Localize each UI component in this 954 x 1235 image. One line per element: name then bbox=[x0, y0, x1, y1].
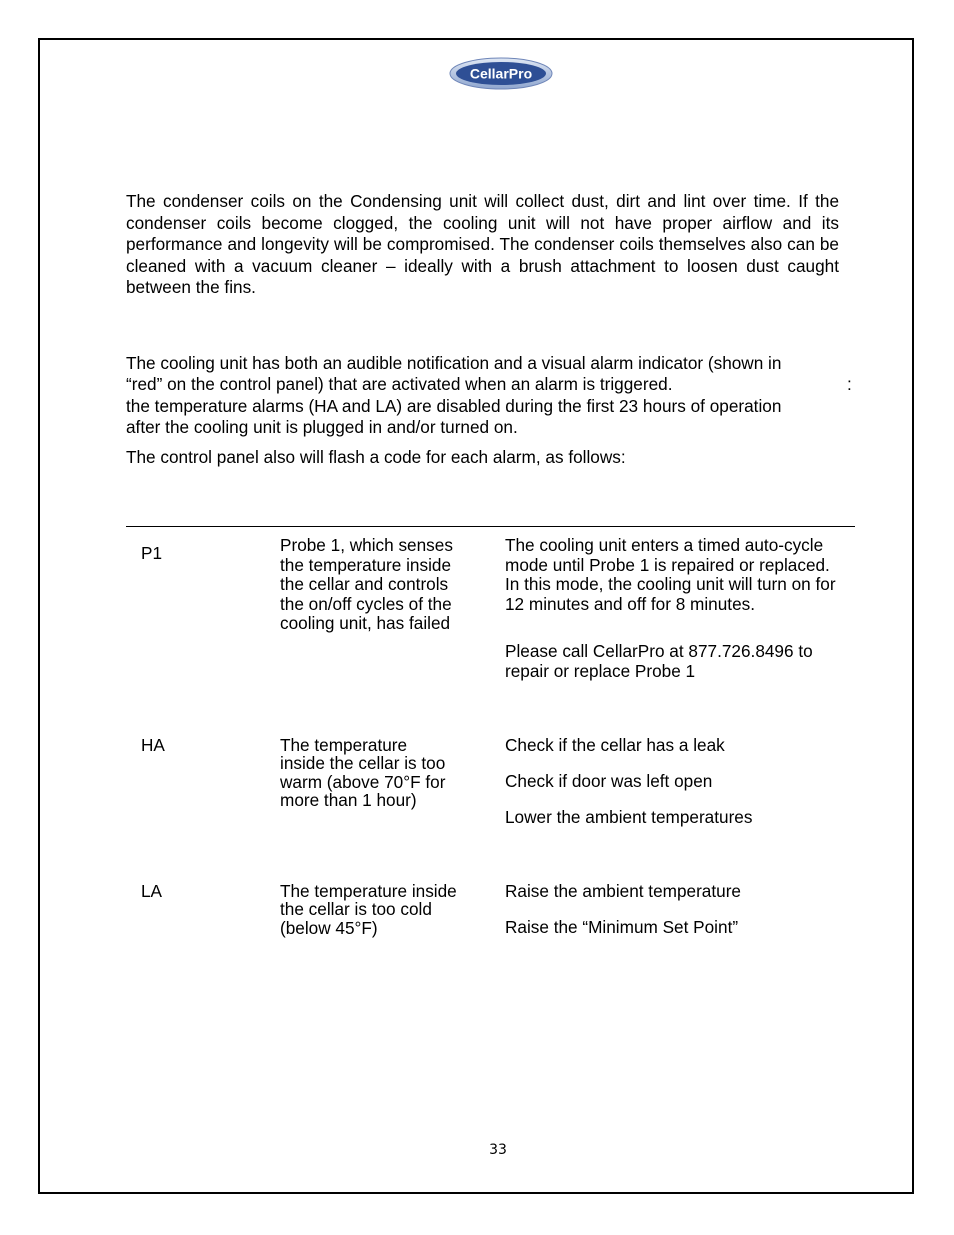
alarm-code: P1 bbox=[141, 543, 163, 563]
alarm-action: Raise the “Minimum Set Point” bbox=[505, 917, 739, 937]
alarm-code: LA bbox=[141, 881, 163, 901]
cellarpro-logo bbox=[449, 57, 553, 90]
alarm-cause: Probe 1, which senses the temperature inside the cellar and controls the on/off cycles of the cooling unit, has failed bbox=[280, 535, 453, 634]
condenser-paragraph: The condenser coils on the Condensing unit will collect dust, dirt and lint over time. If the condenser coils become clogged, the cooling unit will not have proper airflow and its performance and longevity will be compromised. The condenser coils themselves also can be cleaned with a vacuum cleaner – ideally with a brush attachment to loosen dust caught between the fins. bbox=[126, 191, 839, 297]
alarm-paragraph-line-4: after the cooling unit is plugged in and/or turned on. bbox=[126, 417, 518, 437]
alarm-note-colon: : bbox=[847, 374, 852, 394]
alarm-paragraph-line-1: The cooling unit has both an audible notification and a visual alarm indicator (shown in bbox=[126, 353, 782, 373]
alarm-action: Lower the ambient temperatures bbox=[505, 807, 753, 827]
alarm-paragraph-line-2: “red” on the control panel) that are activated when an alarm is triggered. bbox=[126, 374, 673, 394]
alarm-code: HA bbox=[141, 735, 165, 755]
table-rule bbox=[126, 526, 855, 527]
alarm-action: Raise the ambient temperature bbox=[505, 881, 741, 901]
codes-intro: The control panel also will flash a code for each alarm, as follows: bbox=[126, 447, 626, 467]
alarm-action: Please call CellarPro at 877.726.8496 to repair or replace Probe 1 bbox=[505, 641, 813, 681]
alarm-action: Check if door was left open bbox=[505, 771, 713, 791]
alarm-action: The cooling unit enters a timed auto-cycle mode until Probe 1 is repaired or replaced. In this mode, the cooling unit will turn on for 12 minutes and off for 8 minutes. bbox=[505, 535, 836, 614]
alarm-cause: The temperature inside the cellar is too cold (below 45°F) bbox=[280, 881, 457, 938]
alarm-action: Check if the cellar has a leak bbox=[505, 735, 725, 755]
alarm-paragraph-line-3: the temperature alarms (HA and LA) are disabled during the first 23 hours of operation bbox=[126, 396, 782, 416]
logo-text: CellarPro bbox=[469, 65, 533, 82]
alarm-cause: The temperature inside the cellar is too warm (above 70°F for more than 1 hour) bbox=[280, 735, 446, 810]
page-number: 33 bbox=[489, 1142, 507, 1158]
